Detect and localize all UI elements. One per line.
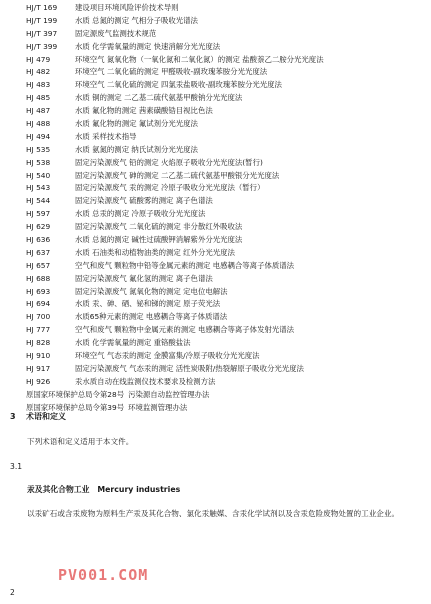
reference-title: 环境空气 二氧化硫的测定 四氯汞盐吸收-副玫瑰苯胺分光光度法 bbox=[75, 80, 282, 90]
reference-code: HJ 535 bbox=[26, 144, 51, 154]
reference-item bbox=[26, 260, 426, 273]
reference-code: HJ 693 bbox=[26, 286, 51, 296]
reference-item bbox=[26, 105, 426, 118]
reference-code: HJ 494 bbox=[26, 131, 51, 141]
reference-title: 固定污染源废气 气态汞的测定 活性炭吸附/热裂解原子吸收分光光度法 bbox=[75, 363, 304, 373]
reference-title: 水质 采样技术指导 bbox=[75, 131, 137, 141]
reference-item bbox=[26, 208, 426, 221]
reference-item bbox=[26, 376, 426, 389]
reference-title: 环境监测管理办法 bbox=[128, 402, 188, 412]
reference-title: 水质 总氮的测定 气相分子吸收光谱法 bbox=[75, 15, 198, 25]
reference-code: HJ 488 bbox=[26, 119, 51, 129]
reference-code: HJ/T 397 bbox=[26, 28, 58, 38]
reference-code: HJ 688 bbox=[26, 273, 51, 283]
reference-title: 水质 石油类和动植物油类的测定 红外分光光度法 bbox=[75, 247, 235, 257]
reference-code: HJ 540 bbox=[26, 170, 51, 180]
reference-title: 水质 化学需氧量的测定 快速消解分光光度法 bbox=[75, 41, 221, 51]
reference-title: 固定污染源废气 二氧化硫的测定 非分散红外吸收法 bbox=[75, 222, 243, 232]
reference-code: HJ 694 bbox=[26, 299, 51, 309]
term-english: Mercury industries bbox=[97, 485, 181, 494]
reference-code: HJ 483 bbox=[26, 80, 51, 90]
reference-item bbox=[26, 66, 426, 79]
reference-code: HJ/T 199 bbox=[26, 15, 58, 25]
reference-title: 固定污染源废气 铅的测定 火焰原子吸收分光光度法(暂行) bbox=[75, 157, 263, 167]
reference-code: HJ 828 bbox=[26, 338, 51, 348]
reference-item bbox=[26, 221, 426, 234]
reference-item bbox=[26, 41, 426, 54]
reference-code: HJ 538 bbox=[26, 157, 51, 167]
reference-title: 固定污染源废气 氮氧化物的测定 定电位电解法 bbox=[75, 286, 228, 296]
reference-code: HJ 637 bbox=[26, 247, 51, 257]
reference-code: HJ 629 bbox=[26, 222, 51, 232]
reference-code: HJ 657 bbox=[26, 260, 51, 270]
reference-item bbox=[26, 15, 426, 28]
term-chinese: 汞及其化合物工业 bbox=[27, 485, 90, 494]
reference-item bbox=[26, 182, 426, 195]
reference-title: 水质 氟化物的测定 氟试剂分光光度法 bbox=[75, 119, 198, 129]
normative-references-list bbox=[26, 2, 426, 415]
reference-title: 环境空气 氮氧化物（一氧化氮和二氧化氮）的测定 盐酸萘乙二胺分光光度法 bbox=[75, 54, 324, 64]
section-heading bbox=[10, 411, 66, 423]
reference-code: HJ 544 bbox=[26, 196, 51, 206]
section-intro: 下列术语和定义适用于本文件。 bbox=[27, 437, 134, 446]
reference-title: 环境空气 二氧化硫的测定 甲醛吸收-副玫瑰苯胺分光光度法 bbox=[75, 67, 268, 77]
reference-item bbox=[26, 157, 426, 170]
reference-item bbox=[26, 363, 426, 376]
reference-code: HJ 482 bbox=[26, 67, 51, 77]
reference-code: 原国家环境保护总局令第28号 bbox=[26, 389, 125, 399]
reference-item bbox=[26, 337, 426, 350]
reference-title: 污染源自动监控管理办法 bbox=[128, 389, 210, 399]
reference-item bbox=[26, 28, 426, 41]
reference-item bbox=[26, 170, 426, 183]
reference-code: HJ 910 bbox=[26, 351, 51, 361]
reference-item bbox=[26, 273, 426, 286]
reference-title: 水质65种元素的测定 电感耦合等离子体质谱法 bbox=[75, 312, 228, 322]
reference-title: 水质 氨氮的测定 纳氏试剂分光光度法 bbox=[75, 144, 198, 154]
term-entry bbox=[27, 484, 180, 496]
reference-code: HJ 700 bbox=[26, 312, 51, 322]
reference-code: HJ 926 bbox=[26, 376, 51, 386]
reference-code: 原国家环境保护总局令第39号 bbox=[26, 402, 125, 412]
section-title: 术语和定义 bbox=[26, 412, 66, 421]
reference-item bbox=[26, 92, 426, 105]
reference-item bbox=[26, 350, 426, 363]
reference-item bbox=[26, 195, 426, 208]
reference-item bbox=[26, 2, 426, 15]
reference-code: HJ 543 bbox=[26, 183, 51, 193]
reference-code: HJ 917 bbox=[26, 363, 51, 373]
reference-title: 水质 汞、砷、硒、铋和锑的测定 原子荧光法 bbox=[75, 299, 221, 309]
reference-title: 水质 化学需氧量的测定 重铬酸盐法 bbox=[75, 338, 191, 348]
reference-code: HJ 479 bbox=[26, 54, 51, 64]
reference-title: 空气和废气 颗粒物中金属元素的测定 电感耦合等离子体发射光谱法 bbox=[75, 325, 295, 335]
reference-title: 水质 氟化物的测定 茜素磺酸锆目视比色法 bbox=[75, 106, 213, 116]
reference-title: 环境空气 气态汞的测定 金膜富集/冷原子吸收分光光度法 bbox=[75, 351, 260, 361]
reference-item bbox=[26, 247, 426, 260]
reference-title: 建设项目环境风险评价技术导则 bbox=[75, 3, 179, 12]
reference-code: HJ 777 bbox=[26, 325, 51, 335]
reference-item bbox=[26, 234, 426, 247]
reference-code: HJ/T 169 bbox=[26, 3, 58, 12]
reference-item bbox=[26, 298, 426, 311]
reference-code: HJ 597 bbox=[26, 209, 51, 219]
reference-item bbox=[26, 144, 426, 157]
reference-title: 水质 总氮的测定 碱性过硫酸钾消解紫外分光光度法 bbox=[75, 235, 243, 245]
reference-title: 水质 总汞的测定 冷原子吸收分光光度法 bbox=[75, 209, 206, 219]
reference-item bbox=[26, 131, 426, 144]
reference-title: 空气和废气 颗粒物中铅等金属元素的测定 电感耦合等离子体质谱法 bbox=[75, 260, 295, 270]
reference-title: 固定污染源废气 氟化氢的测定 离子色谱法 bbox=[75, 273, 213, 283]
reference-item bbox=[26, 389, 426, 402]
section-number: 3 bbox=[10, 412, 16, 421]
reference-code: HJ/T 399 bbox=[26, 41, 58, 51]
reference-title: 水质 铜的测定 二乙基二硫代氨基甲酸钠分光光度法 bbox=[75, 93, 243, 103]
reference-item bbox=[26, 54, 426, 67]
reference-item bbox=[26, 118, 426, 131]
reference-item bbox=[26, 402, 426, 415]
clause-number: 3.1 bbox=[10, 462, 23, 471]
reference-code: HJ 487 bbox=[26, 106, 51, 116]
reference-title: 固定污染源废气 汞的测定 冷原子吸收分光光度法（暂行） bbox=[75, 183, 265, 193]
reference-code: HJ 485 bbox=[26, 93, 51, 103]
reference-item bbox=[26, 286, 426, 299]
reference-item bbox=[26, 311, 426, 324]
reference-title: 固定污染源废气 砷的测定 二乙基二硫代氨基甲酸银分光光度法 bbox=[75, 170, 280, 180]
page-number: 2 bbox=[10, 588, 15, 597]
reference-title: 固定污染源废气 硫酸雾的测定 离子色谱法 bbox=[75, 196, 213, 206]
reference-title: 固定源废气监测技术规范 bbox=[75, 28, 157, 38]
term-definition: 以汞矿石或含汞废物为原料生产汞及其化合物、氯化汞触媒、含汞化学试剂以及含汞危险废物处置的工业企业。 bbox=[27, 509, 400, 518]
reference-item bbox=[26, 79, 426, 92]
site-watermark: PV001.COM bbox=[58, 566, 149, 584]
reference-item bbox=[26, 324, 426, 337]
reference-title: 汞水质自动在线监测仪技术要求及检测方法 bbox=[75, 376, 216, 386]
reference-code: HJ 636 bbox=[26, 235, 51, 245]
